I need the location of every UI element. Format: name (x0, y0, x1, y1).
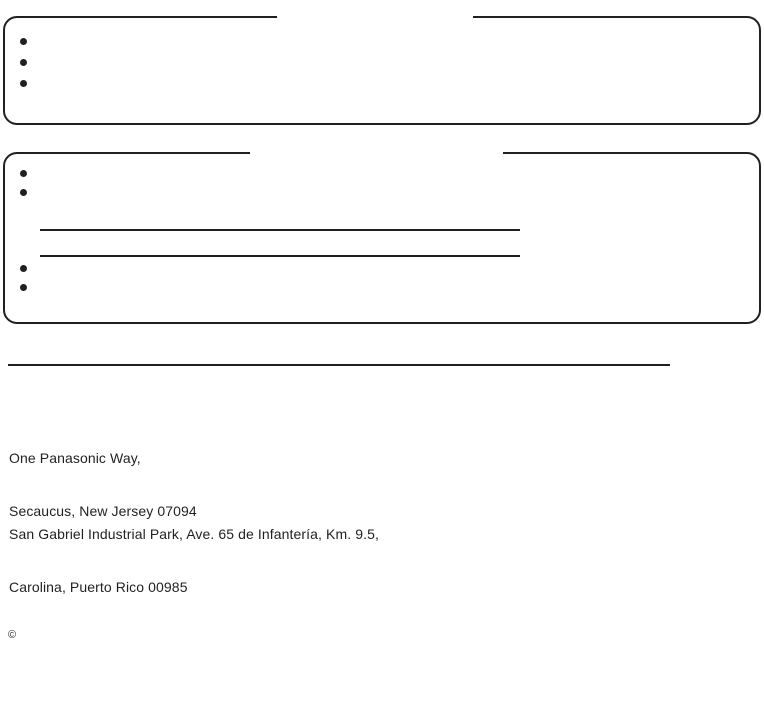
address-block-pr (9, 491, 379, 631)
bullet-icon (20, 38, 27, 45)
notice-box-2 (3, 152, 761, 324)
address-line: Secaucus, New Jersey 07094 (9, 502, 197, 519)
separator-rule (8, 364, 670, 366)
bullet-icon (20, 265, 27, 272)
blank-fill-in-line (40, 229, 520, 231)
notice-box-2-title-gap (250, 149, 503, 156)
copyright-symbol: © (8, 629, 17, 641)
bullet-icon (20, 284, 27, 291)
address-line: Carolina, Puerto Rico 00985 (9, 578, 188, 595)
address-line: San Gabriel Industrial Park, Ave. 65 de Infantería, Km. 9.5, (9, 526, 379, 542)
blank-fill-in-line (40, 255, 520, 257)
bullet-icon (20, 80, 27, 87)
bullet-icon (20, 59, 27, 66)
bullet-icon (20, 170, 27, 177)
notice-box-1 (3, 16, 761, 125)
notice-box-1-title-gap (277, 14, 473, 21)
address-line: One Panasonic Way, (9, 450, 141, 466)
bullet-icon (20, 189, 27, 196)
